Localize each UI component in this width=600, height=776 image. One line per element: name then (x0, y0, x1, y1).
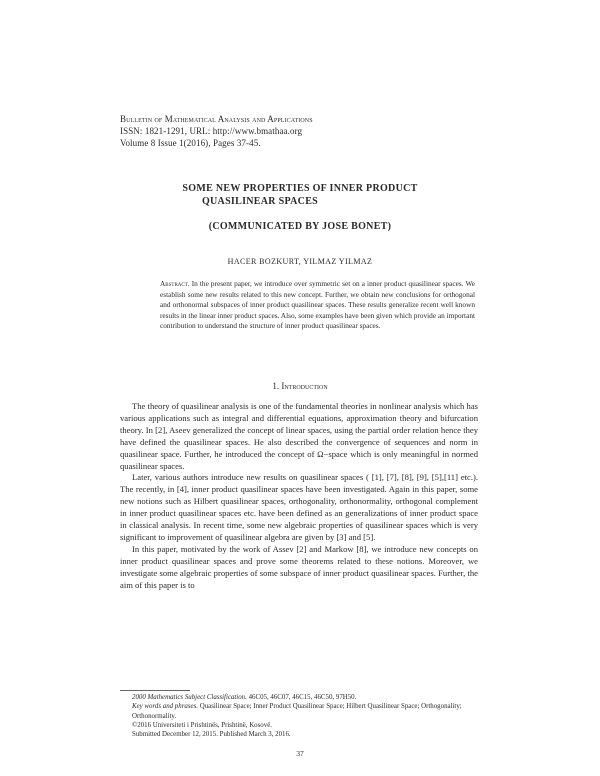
footnote-rule (120, 690, 190, 691)
issn-url-line: ISSN: 1821-1291, URL: http://www.bmathaa.org (120, 126, 303, 136)
paragraph-1: The theory of quasilinear analysis is one of the fundamental theories in nonlinear analysis which has various applications such as integral and differential equations, approximation theory and bifurcation theory. In [2], Aseev generalized the concept of linear spaces, using the partial order relation hence they have defined the quasilinear spaces. He also described the convergence of sequences and norm in quasilinear space. Further, he introduced the concept of Ω−space which is only meaningful in normed quasilinear spaces. (120, 401, 478, 471)
volume-line: Volume 8 Issue 1(2016), Pages 37-45. (120, 138, 261, 148)
communicated-by: (COMMUNICATED BY JOSE BONET) (208, 221, 392, 232)
abstract (160, 279, 475, 332)
abstract-text: In the present paper, we introduce over symmetric set on a inner product quasilinear spaces. We establish some new results related to this new concept. Further, we obtain new conclusions for orthogonal and orthonormal subspaces of inner product quasilinear spaces. These results generalize recent well known results in the linear inner product spaces. Also, some examples have been given which provide an important contribution to understand the structure of inner product quasilinear spaces. (160, 279, 475, 330)
journal-name: Bulletin of Mathematical Analysis and Applications (120, 114, 313, 124)
abstract-label: Abstract. (160, 279, 190, 288)
section-title-introduction: 1. Introduction (272, 381, 328, 391)
authors: HACER BOZKURT, YILMAZ YILMAZ (227, 257, 373, 266)
footnote-copyright: ©2016 Universiteti i Prishtinës, Prishtinë, Kosovë. (132, 721, 272, 729)
paragraph-3: In this paper, motivated by the work of Assev [2] and Markow [8], we introduce new concepts on inner product quasilinear spaces and prove some theorems related to these notions. Moreover, we investigate some algebraic properties of some subspace of inner product quasilinear spaces. Further, the aim of this paper is to (120, 543, 478, 590)
footnote-submitted: Submitted December 12, 2015. Published March 3, 2016. (132, 731, 291, 739)
paper-title-line1: SOME NEW PROPERTIES OF INNER PRODUCT (182, 183, 418, 194)
paper-title-line2: QUASILINEAR SPACES (201, 196, 319, 207)
footnote-keywords: Key words and phrases. Quasilinear Space; Inner Product Quasilinear Space; Hilbert Quasilinear Space; Orthogonality; Orthonormality. (132, 703, 462, 720)
paragraph-2: Later, various authors introduce new results on quasilinear spaces ( [1], [7], [8], [9], [5],[11] etc.). The recently, in [4], inner product quasilinear spaces have been investigated. Again in this paper, some new notions such as Hilbert quasilinear spaces, orthogonality, orthonormality, orthogonal complement in inner product quasilinear spaces etc. have been defined as an generalizations of inner product space in classical analysis. In recent time, some new algebraic properties of quasilinear spaces which is very significant to improvement of quasilinear algebra are given by [3] and [5]. (120, 472, 478, 542)
footnote-msc: 2000 Mathematics Subject Classification. 46C05, 46C07, 46C15, 46C50, 97H50. (132, 694, 357, 701)
footnotes (120, 693, 478, 739)
page-number: 37 (296, 749, 304, 758)
introduction-body (120, 401, 478, 592)
